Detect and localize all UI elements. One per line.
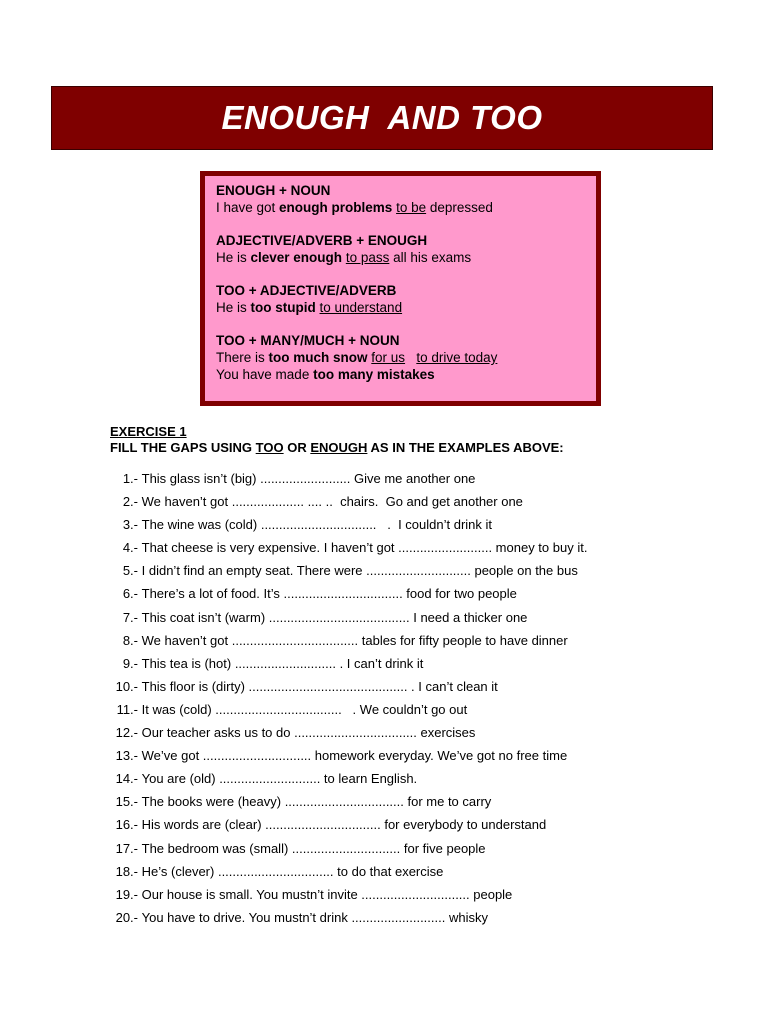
list-item (110, 490, 670, 513)
instr-too: TOO (255, 440, 284, 455)
item-number: 15.- (115, 794, 138, 810)
item-sentence: Our teacher asks us to do .................................. exercises (141, 725, 476, 741)
item-sentence: The bedroom was (small) .............................. for five people (141, 840, 486, 856)
rule-example-2 (216, 366, 596, 383)
exercise-header (110, 424, 670, 456)
item-number: 5.- (122, 563, 138, 579)
list-item (110, 813, 670, 836)
item-number: 6.- (122, 586, 138, 602)
example-text: You have made (216, 367, 314, 382)
example-text: He is (216, 250, 251, 265)
item-sentence: It was (cold) ................................... . We couldn’t go out (141, 701, 468, 717)
list-item (110, 837, 670, 860)
item-number: 9.- (122, 655, 138, 671)
list-item (110, 698, 670, 721)
list-item (110, 606, 670, 629)
title-banner (51, 86, 713, 150)
list-item (110, 582, 670, 605)
list-item (110, 744, 670, 767)
list-item (110, 767, 670, 790)
item-number: 2.- (122, 494, 138, 510)
item-sentence: He’s (clever) ................................ to do that exercise (141, 863, 444, 879)
instr-part: AS IN THE EXAMPLES ABOVE: (367, 440, 564, 455)
item-sentence: This glass isn’t (big) ......................... Give me another one (141, 471, 476, 486)
item-number: 13.- (115, 748, 138, 764)
item-number: 12.- (115, 725, 138, 741)
item-sentence: We’ve got .............................. homework everyday. We’ve got no free time (141, 748, 568, 764)
item-sentence: We haven’t got .................... .... .. chairs. Go and get another one (141, 494, 523, 510)
example-bold: too stupid (250, 300, 316, 315)
instr-enough: ENOUGH (310, 440, 368, 455)
rule-heading: TOO + MANY/MUCH + NOUN (216, 333, 400, 348)
rule-heading: ENOUGH + NOUN (216, 183, 331, 198)
rule-example (216, 249, 596, 266)
item-number: 16.- (115, 817, 138, 833)
item-sentence: The wine was (cold) ................................ . I couldn’t drink it (141, 517, 493, 533)
example-bold: too many mistakes (313, 367, 435, 382)
list-item (110, 559, 670, 582)
rule-too-many-much (216, 332, 596, 383)
list-item (110, 467, 670, 490)
list-item (110, 721, 670, 744)
example-gap (405, 350, 416, 365)
example-bold: too much snow (268, 350, 368, 365)
item-sentence: I didn’t find an empty seat. There were ............................. people on the bus (141, 563, 578, 579)
item-number: 17.- (115, 840, 138, 856)
list-item (110, 675, 670, 698)
list-item (110, 629, 670, 652)
example-text-end: all his exams (389, 250, 472, 265)
example-underline: to pass (345, 250, 390, 265)
item-sentence: We haven’t got ................................... tables for fifty people to have dinner (141, 632, 568, 648)
example-text: I have got (216, 200, 280, 215)
item-number: 11.- (116, 701, 138, 717)
item-sentence: This tea is (hot) ............................ . I can’t drink it (141, 655, 424, 671)
item-sentence: This coat isn’t (warm) ....................................... I need a thicker one (141, 609, 528, 625)
item-number: 19.- (115, 886, 138, 902)
exercise-instructions (110, 440, 670, 456)
item-number: 4.- (122, 540, 138, 556)
item-number: 18.- (115, 863, 138, 879)
example-underline: to be (396, 200, 427, 215)
list-item (110, 536, 670, 559)
example-bold: enough problems (279, 200, 393, 215)
example-underline: to understand (319, 300, 403, 315)
item-number: 10.- (115, 678, 138, 694)
item-number: 14.- (115, 771, 138, 787)
rule-heading: ADJECTIVE/ADVERB + ENOUGH (216, 233, 428, 248)
item-sentence: Our house is small. You mustn’t invite .............................. people (141, 886, 513, 902)
instr-part: OR (283, 440, 311, 455)
instr-part: FILL THE GAPS USING (110, 440, 256, 455)
list-item (110, 652, 670, 675)
example-text: There is (216, 350, 269, 365)
exercise-label: EXERCISE 1 (110, 424, 187, 439)
item-sentence: The books were (heavy) ................................. for me to carry (141, 794, 492, 810)
rule-enough-noun (216, 182, 596, 216)
rule-adjective-enough (216, 232, 596, 266)
example-underline: for us (371, 350, 406, 365)
example-text-end: depressed (426, 200, 493, 215)
rule-example (216, 199, 596, 216)
list-item (110, 790, 670, 813)
item-sentence: This floor is (dirty) ............................................ . I can’t clean it (141, 678, 498, 694)
list-item (110, 513, 670, 536)
rule-example (216, 349, 596, 366)
item-number: 3.- (122, 517, 138, 533)
list-item (110, 860, 670, 883)
exercise-items-list (110, 467, 670, 929)
item-number: 8.- (122, 632, 138, 648)
example-bold: clever enough (250, 250, 343, 265)
item-number: 1.- (122, 471, 138, 486)
rule-heading: TOO + ADJECTIVE/ADVERB (216, 283, 397, 298)
rule-too-adjective (216, 282, 596, 316)
grammar-rules-box (200, 171, 601, 406)
item-number: 20.- (115, 909, 138, 925)
list-item (110, 883, 670, 906)
item-sentence: His words are (clear) ................................ for everybody to understand (141, 817, 547, 833)
example-text: He is (216, 300, 251, 315)
item-sentence: You have to drive. You mustn’t drink .......................... whisky (141, 909, 488, 925)
item-sentence: That cheese is very expensive. I haven’t got .......................... money to buy it. (141, 540, 588, 556)
rule-example (216, 299, 596, 316)
example-underline-2: to drive today (416, 350, 498, 365)
item-number: 7.- (122, 609, 138, 625)
item-sentence: You are (old) ............................ to learn English. (141, 771, 418, 787)
page-title: ENOUGH AND TOO (221, 99, 543, 136)
list-item (110, 906, 670, 929)
item-sentence: There’s a lot of food. It’s ................................. food for two people (141, 586, 517, 602)
